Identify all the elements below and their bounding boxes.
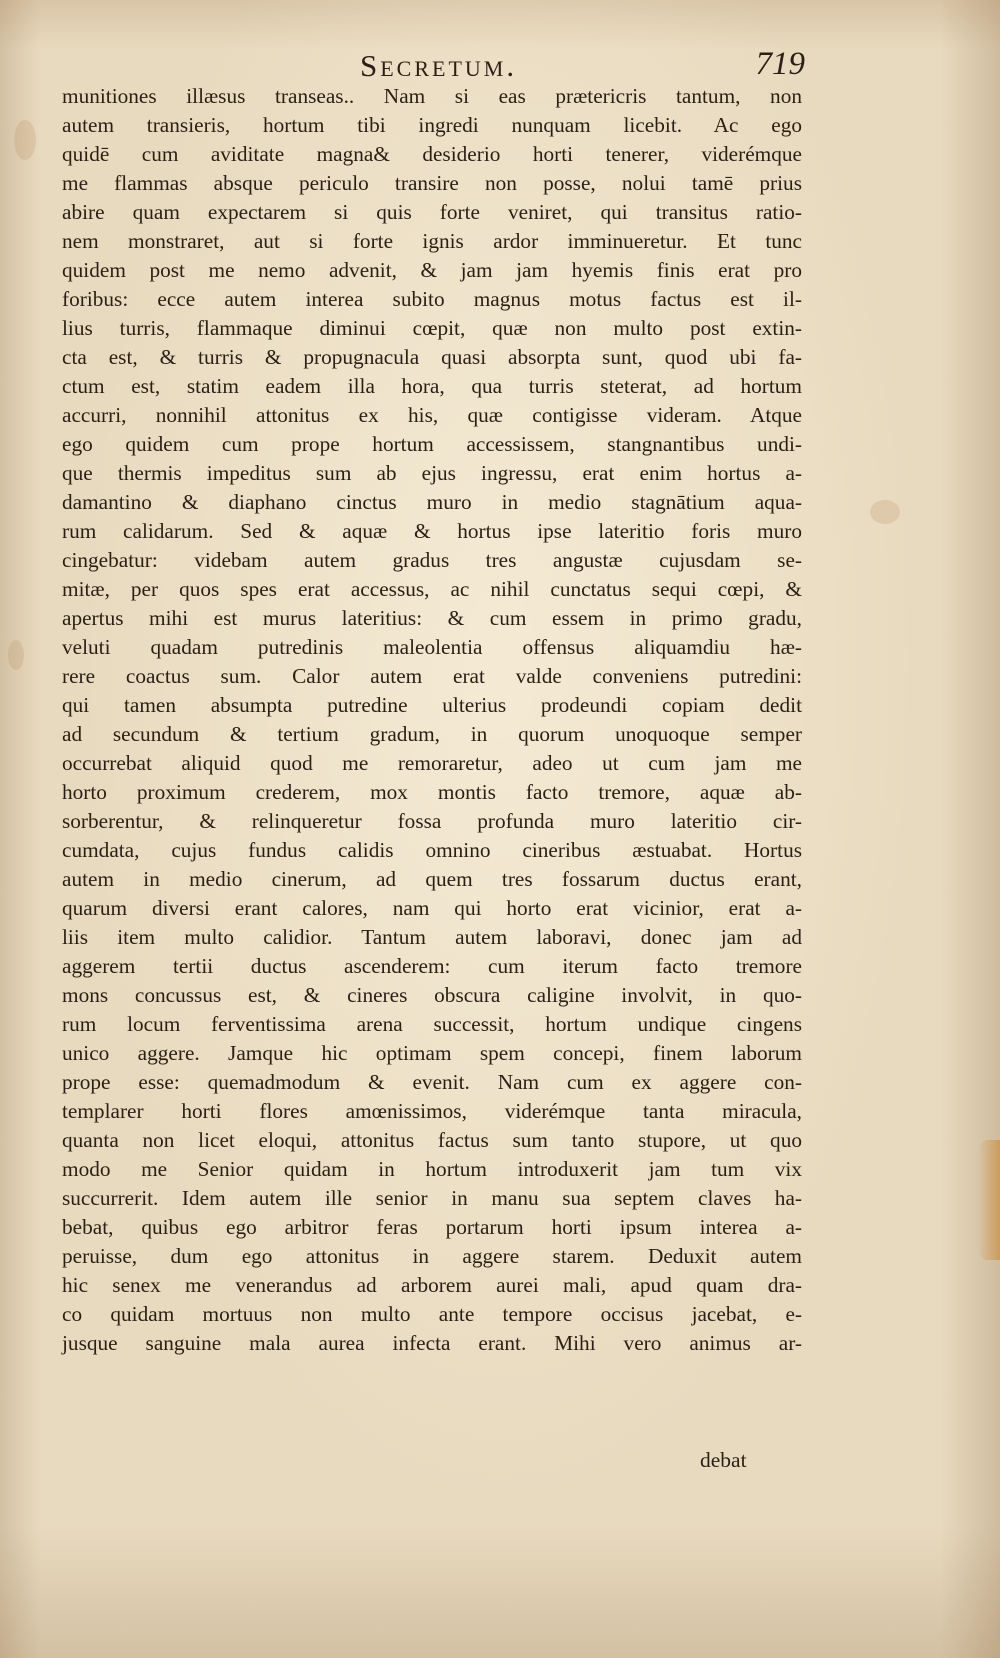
text-line: horto proximum crederem, mox montis facto tremore, aquæ ab- xyxy=(62,780,802,804)
text-line: rum locum ferventissima arena successit, hortum undique cingens xyxy=(62,1012,802,1036)
text-line: autem transieris, hortum tibi ingredi nunquam licebit. Ac ego xyxy=(62,113,802,137)
running-title: Secretum. xyxy=(360,48,518,83)
text-line: aggerem tertii ductus ascenderem: cum iterum facto tremore xyxy=(62,954,802,978)
text-line: autem in medio cinerum, ad quem tres fossarum ductus erant, xyxy=(62,867,802,891)
text-line: que thermis impeditus sum ab ejus ingressu, erat enim hortus a- xyxy=(62,461,802,485)
text-line: abire quam expectarem si quis forte veniret, qui transitus ratio- xyxy=(62,200,802,224)
text-line: succurrerit. Idem autem ille senior in manu sua septem claves ha- xyxy=(62,1186,802,1210)
paper-stain xyxy=(8,640,24,670)
text-line: cumdata, cujus fundus calidis omnino cineribus æstuabat. Hortus xyxy=(62,838,802,862)
text-line: veluti quadam putredinis maleolentia offensus aliquamdiu hæ- xyxy=(62,635,802,659)
text-line: ad secundum & tertium gradum, in quorum unoquoque semper xyxy=(62,722,802,746)
text-line: munitiones illæsus transeas.. Nam si eas prætericris tantum, non xyxy=(62,84,802,108)
text-line: unico aggere. Jamque hic optimam spem concepi, finem laborum xyxy=(62,1041,802,1065)
text-line: rere coactus sum. Calor autem erat valde conveniens putredini: xyxy=(62,664,802,688)
text-line: foribus: ecce autem interea subito magnus motus factus est il- xyxy=(62,287,802,311)
text-line: damantino & diaphano cinctus muro in medio stagnātium aqua- xyxy=(62,490,802,514)
text-line: hic senex me venerandus ad arborem aurei mali, apud quam dra- xyxy=(62,1273,802,1297)
catchword: debat xyxy=(700,1448,747,1472)
text-line: rum calidarum. Sed & aquæ & hortus ipse lateritio foris muro xyxy=(62,519,802,543)
text-line: templarer horti flores amœnissimos, viderémque tanta miracula, xyxy=(62,1099,802,1123)
text-line: qui tamen absumpta putredine ulterius prodeundi copiam dedit xyxy=(62,693,802,717)
text-line: prope esse: quemadmodum & evenit. Nam cum ex aggere con- xyxy=(62,1070,802,1094)
text-line: ctum est, statim eadem illa hora, qua turris steterat, ad hortum xyxy=(62,374,802,398)
text-line: lius turris, flammaque diminui cœpit, quæ non multo post extin- xyxy=(62,316,802,340)
text-line: nem monstraret, aut si forte ignis ardor imminueretur. Et tunc xyxy=(62,229,802,253)
text-line: peruisse, dum ego attonitus in aggere starem. Deduxit autem xyxy=(62,1244,802,1268)
text-line: quarum diversi erant calores, nam qui horto erat vicinior, erat a- xyxy=(62,896,802,920)
text-line: bebat, quibus ego arbitror feras portarum horti ipsum interea a- xyxy=(62,1215,802,1239)
text-line: accurri, nonnihil attonitus ex his, quæ contigisse videram. Atque xyxy=(62,403,802,427)
text-line: me flammas absque periculo transire non posse, nolui tamē prius xyxy=(62,171,802,195)
text-line: cingebatur: videbam autem gradus tres angustæ cujusdam se- xyxy=(62,548,802,572)
page-number: 719 xyxy=(755,46,805,82)
text-line: apertus mihi est murus lateritius: & cum essem in primo gradu, xyxy=(62,606,802,630)
paper-stain xyxy=(978,1140,1000,1260)
text-line: sorberentur, & relinqueretur fossa profunda muro lateritio cir- xyxy=(62,809,802,833)
text-line: quidē cum aviditate magna& desiderio horti tenerer, viderémque xyxy=(62,142,802,166)
text-line: co quidam mortuus non multo ante tempore occisus jacebat, e- xyxy=(62,1302,802,1326)
text-line: quidem post me nemo advenit, & jam jam hyemis finis erat pro xyxy=(62,258,802,282)
text-line: mons concussus est, & cineres obscura caligine involvit, in quo- xyxy=(62,983,802,1007)
text-line: modo me Senior quidam in hortum introduxerit jam tum vix xyxy=(62,1157,802,1181)
text-line: ego quidem cum prope hortum accessissem, stangnantibus undi- xyxy=(62,432,802,456)
body-text xyxy=(62,82,802,1358)
text-line: cta est, & turris & propugnacula quasi absorpta sunt, quod ubi fa- xyxy=(62,345,802,369)
text-line: liis item multo calidior. Tantum autem laboravi, donec jam ad xyxy=(62,925,802,949)
paper-stain xyxy=(870,500,900,524)
text-line: mitæ, per quos spes erat accessus, ac nihil cunctatus sequi cœpi, & xyxy=(62,577,802,601)
paper-stain xyxy=(14,120,36,160)
text-line: jusque sanguine mala aurea infecta erant. Mihi vero animus ar- xyxy=(62,1331,802,1355)
text-line: occurrebat aliquid quod me remoraretur, adeo ut cum jam me xyxy=(62,751,802,775)
text-line: quanta non licet eloqui, attonitus factus sum tanto stupore, ut quo xyxy=(62,1128,802,1152)
